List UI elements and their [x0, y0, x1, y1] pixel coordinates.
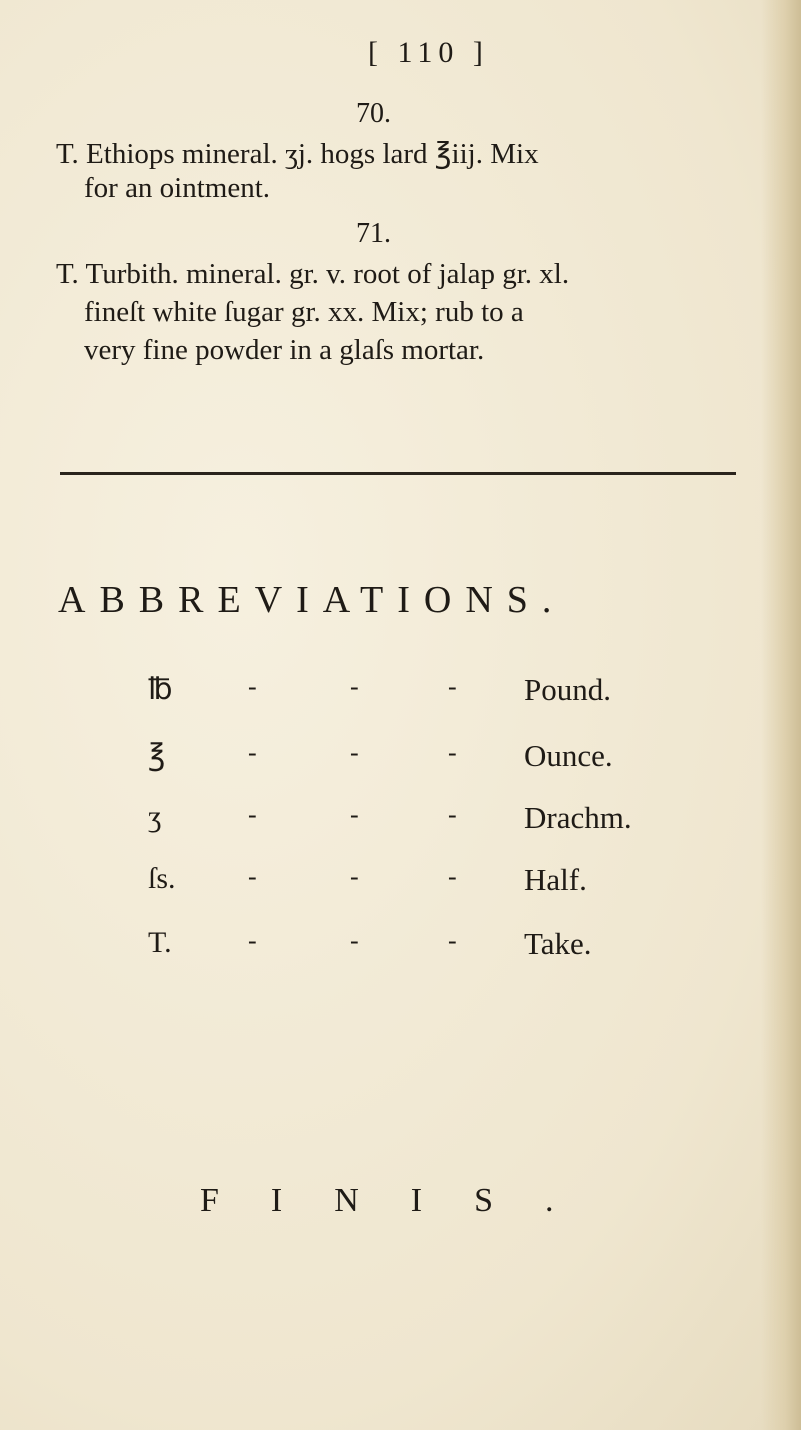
recipe-number: 70. — [356, 98, 391, 129]
recipe-line: for an ointment. — [84, 172, 271, 204]
abbreviation-meaning: Take. — [524, 926, 592, 961]
leader-dash: - — [448, 672, 457, 701]
leader-dash: - — [350, 738, 359, 767]
leader-dash: - — [248, 926, 257, 955]
leader-dash: - — [248, 672, 257, 701]
page-edge — [761, 0, 801, 1430]
finis-text: FINIS. — [200, 1182, 606, 1219]
recipe-number: 71. — [356, 218, 391, 249]
recipe-line: T. Turbith. mineral. gr. v. root of jalap gr. xl. — [56, 258, 570, 290]
abbreviation-meaning: Ounce. — [524, 738, 613, 773]
leader-dash: - — [350, 800, 359, 829]
recipe-line: very fine powder in a glaſs mortar. — [84, 334, 485, 366]
abbreviation-meaning: Drachm. — [524, 800, 632, 835]
abbreviation-symbol: T. — [148, 926, 172, 959]
section-divider — [60, 472, 736, 475]
leader-dash: - — [350, 926, 359, 955]
leader-dash: - — [448, 926, 457, 955]
leader-dash: - — [448, 862, 457, 891]
recipe-line: T. Ethiops mineral. ʒj. hogs lard ℥iij. Mix — [56, 138, 539, 170]
recipe-line: fineſt white ſugar gr. xx. Mix; rub to a — [84, 296, 524, 328]
leader-dash: - — [448, 738, 457, 767]
abbreviation-symbol: ℔ — [148, 673, 173, 706]
abbreviations-title: ABBREVIATIONS. — [58, 579, 566, 621]
leader-dash: - — [350, 862, 359, 891]
abbreviation-symbol: ℥ — [148, 739, 166, 772]
leader-dash: - — [248, 738, 257, 767]
abbreviation-meaning: Half. — [524, 862, 587, 897]
abbreviation-meaning: Pound. — [524, 672, 611, 707]
leader-dash: - — [350, 672, 359, 701]
leader-dash: - — [448, 800, 457, 829]
abbreviation-symbol: ʒ — [148, 800, 162, 833]
leader-dash: - — [248, 800, 257, 829]
abbreviation-symbol: ſs. — [148, 862, 176, 895]
leader-dash: - — [248, 862, 257, 891]
page-number: [ 110 ] — [368, 36, 489, 69]
